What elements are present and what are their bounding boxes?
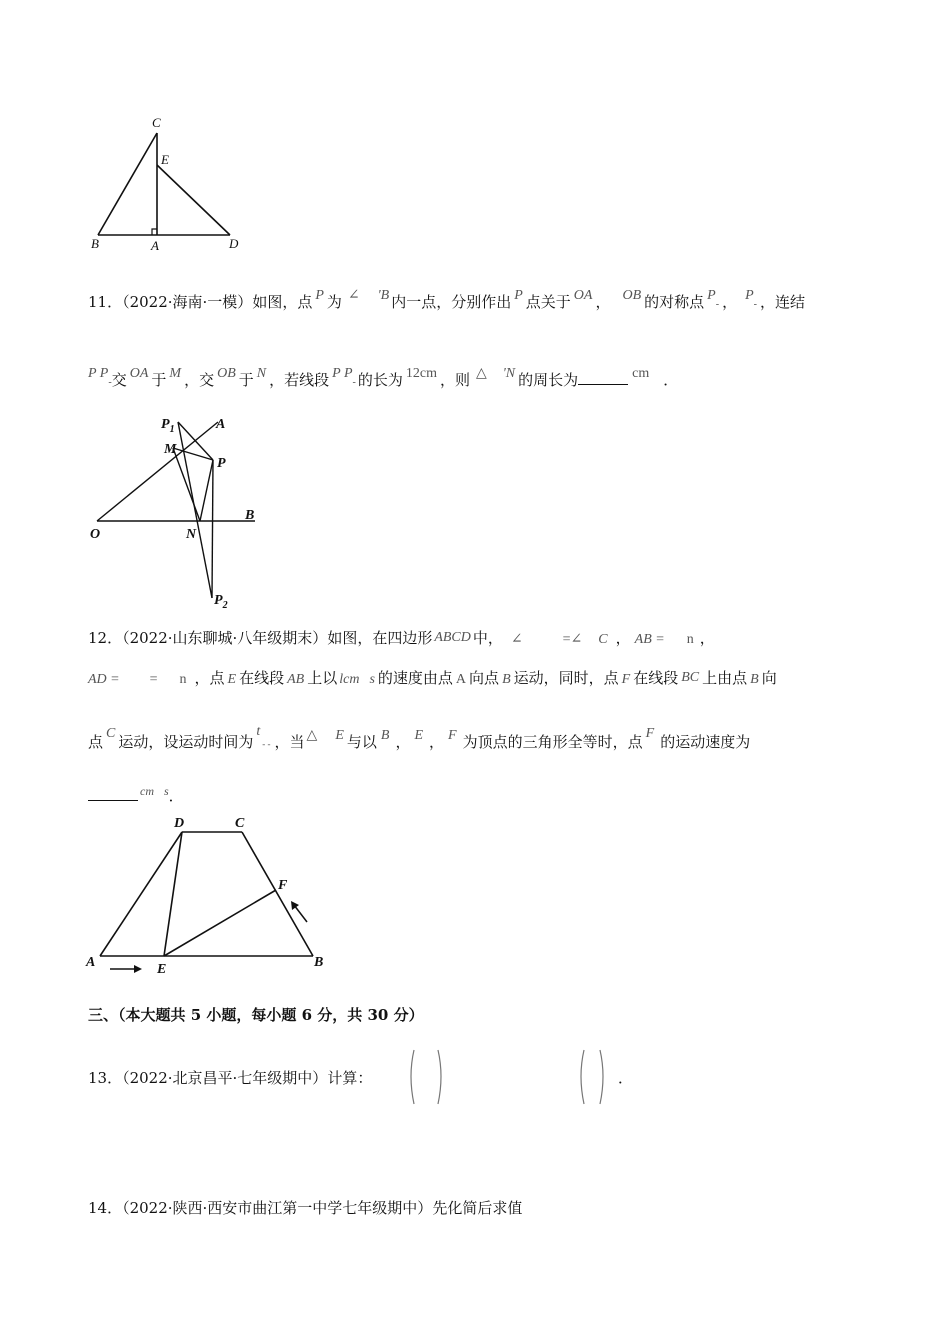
answer-blank[interactable] [88,784,138,801]
label-A: A [151,238,159,253]
math-B: B [750,672,759,687]
math-AB: AB [287,672,305,687]
q12-text: ， [429,733,445,751]
math-B: B [502,672,511,687]
math-P: P [514,288,523,303]
math-BC: BC [681,670,700,685]
q11-text: ， [722,293,738,311]
q12-number: 12． [88,629,123,647]
q11-text: 为 [326,293,342,311]
math-speed: lcm [339,672,360,687]
q11-text: ，若线段 [269,371,330,389]
math-AD: AD = [88,672,120,687]
label-P: P [217,456,226,471]
q12-line4 [88,784,184,807]
q12-text: ， [699,629,715,647]
math-sub: - - [262,739,271,749]
q11-text: ， [595,293,611,311]
math-E: E [414,728,424,743]
math-n: n [179,672,187,687]
q14-line [88,1198,522,1218]
math-s: s [369,672,375,687]
label-N: N [186,527,197,542]
math-sub: - [352,377,356,388]
q13-source: （2022·北京昌平·七年级期中） [122,1069,328,1087]
math-ABCD: ABCD [434,630,471,645]
figure-q12 [82,810,332,980]
math-sub: - [753,299,757,310]
math-E: E [335,728,344,743]
q12-text: 在线段 [239,669,285,687]
q11-text: ，连结 [759,293,805,311]
math-P1: P [707,288,716,303]
q12-line1 [88,628,715,650]
math-OA: OA [573,288,593,303]
q12-source: （2022·山东聊城·八年级期末） [122,629,328,647]
q12-text: 运动，同时，点 [513,669,619,687]
math-sub: - [715,299,720,310]
label-B: B [91,236,99,251]
q14-number: 14． [88,1199,123,1217]
math-triangle: △ [475,366,487,381]
math-B: B [380,728,390,743]
q11-line2 [88,368,678,393]
figure-q10 [85,110,255,255]
math-angle: ∠ [347,288,360,303]
q11-text: 如图，点 [252,293,313,311]
math-unit: cm [140,784,154,798]
math-OB: OB [217,366,236,381]
math-F: F [645,726,655,741]
label-M: M [164,442,177,457]
q12-text: 点 [88,733,104,751]
label-P2: $P_2$ [214,593,228,611]
label-E: E [161,152,169,167]
label-A: A [86,955,96,970]
label-E: E [157,962,167,977]
q12-text: ， [615,629,631,647]
math-t: t [256,724,261,739]
q11-text: 交 [111,371,127,389]
q13-end: ． [618,1069,634,1087]
q12-line3 [88,724,751,754]
label-C: C [235,816,245,831]
math-angle: ∠ [510,632,523,647]
q12-text: ． [168,787,184,805]
math-P2: P [745,288,754,303]
q12-text: 上以 [307,669,338,687]
q13-expression [404,1044,634,1110]
math-equals: = [149,672,158,687]
q12-text: 中， [472,629,503,647]
answer-blank[interactable] [578,368,628,385]
q13-line [88,1068,372,1088]
q12-text: 的速度由点 [377,669,453,687]
q11-text: ． [663,371,679,389]
math-OA: OA [129,366,149,381]
q11-text: 的周长为 [518,371,579,389]
math-A: A [455,672,467,687]
q12-text: ， [395,733,411,751]
section-heading: 三、（本大题共 5 小题，每小题 6 分，共 30 分） [88,1006,424,1024]
q12-text: 上由点 [702,669,748,687]
q12-text: 如图，在四边形 [327,629,433,647]
label-B: B [314,955,324,970]
q11-text: ，交 [184,371,215,389]
q12-text: ，点 [194,669,225,687]
math-M: M [169,366,182,381]
math-P1P2: P P [332,366,353,381]
math-AB: AB = [634,632,665,647]
q13-number: 13． [88,1069,123,1087]
math-PMN: 'N [502,366,516,381]
q12-text: 与以 [346,733,377,751]
math-C: C [106,726,116,741]
math-C: C [598,632,608,647]
q11-text: 点关于 [525,293,571,311]
label-B: B [245,508,255,523]
math-N: N [256,366,267,381]
math-F: F [621,672,631,687]
q13-text: 计算： [327,1069,373,1087]
q12-text: 的运动速度为 [660,733,751,751]
math-P1P2: P P [88,366,109,381]
label-O: O [90,527,101,542]
q14-source: （2022·陕西·西安市曲江第一中学七年级期中） [122,1199,433,1217]
q11-text: ，则 [439,371,470,389]
math-equals-angle: =∠ [562,632,583,647]
q12-text: 向 [761,669,777,687]
math-length: 12cm [405,366,437,381]
q11-text: 内一点，分别作出 [391,293,512,311]
q11-line1 [88,288,805,315]
q12-text: 运动，设运动时间为 [118,733,254,751]
q11-text: 的对称点 [644,293,705,311]
label-C: C [152,115,161,130]
q11-text: 的长为 [357,371,403,389]
math-triangle: △ [306,728,318,743]
q11-source: （2022·海南·一模） [122,293,253,311]
label-A: A [216,417,226,432]
figure-q11 [85,410,275,615]
math-OB: OB [622,288,642,303]
math-P: P [315,288,324,303]
q11-text: 于 [238,371,254,389]
math-sub: - [108,377,112,388]
q12-text: ，当 [274,733,305,751]
label-D: D [229,236,239,251]
q12-text: 向点 [469,669,500,687]
q12-line2 [88,668,777,690]
math-E: E [227,672,237,687]
math-s: s [164,784,169,798]
label-F: F [278,878,288,893]
q11-number: 11． [88,293,123,311]
math-unit: cm [632,366,650,381]
q12-text: 为顶点的三角形全等时，点 [462,733,643,751]
math-n: n [686,632,694,647]
q14-text: 先化简后求值 [432,1199,523,1217]
q11-text: 于 [151,371,167,389]
label-P1: $P_1$ [161,417,175,435]
label-D: D [174,816,185,831]
q12-text: 在线段 [633,669,679,687]
math-AOB: 'B [377,288,390,303]
math-F: F [448,728,457,743]
